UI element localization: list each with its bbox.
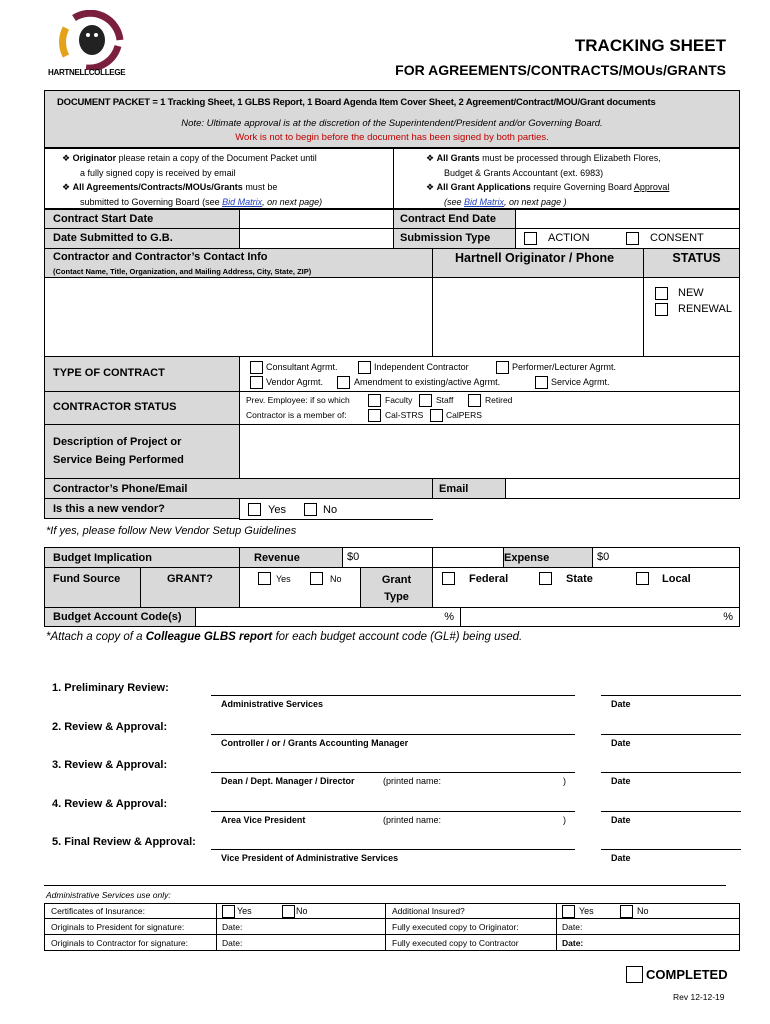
signer-title: Dean / Dept. Manager / Director [221,776,355,786]
new-vendor-options: Yes No [239,498,439,519]
account-codes-label: Budget Account Code(s) [44,607,196,627]
date-line[interactable] [601,772,741,773]
consent-checkbox[interactable] [626,232,639,245]
new-vendor-no-checkbox[interactable] [304,503,317,516]
status-label: STATUS [643,248,740,278]
renewal-checkbox[interactable] [655,303,668,316]
date-line[interactable] [601,849,741,850]
grant-type-options: Federal State Local [432,567,740,608]
review-step-label: 4. Review & Approval: [52,797,168,810]
certificates-yes-checkbox[interactable] [222,905,235,918]
type-of-contract-options: Consultant Agrmt. Independent Contractor Performer/Lecturer Agrmt. Vendor Agrmt. Amendment to existing/active Agrmt. Service Agrmt. [239,356,740,392]
fully-executed-originator-date[interactable]: Date: [556,918,740,935]
calpers-checkbox[interactable] [430,409,443,422]
certificates-options: Yes No [216,903,386,919]
college-name: HARTNELLCOLLEGE [48,68,126,77]
date-line[interactable] [601,734,741,735]
grant-no-checkbox[interactable] [310,572,323,585]
service-agreement-checkbox[interactable] [535,376,548,389]
contractor-status-label: CONTRACTOR STATUS [44,391,240,425]
bid-matrix-link-2[interactable]: Bid Matrix [464,196,505,207]
date-label: Date [611,814,631,825]
certificates-label: Certificates of Insurance: [44,903,217,919]
amendment-checkbox[interactable] [337,376,350,389]
work-warning: Work is not to begin before the document has been signed by both parties. [235,132,549,143]
budget-implication-label: Budget Implication [44,547,240,568]
federal-checkbox[interactable] [442,572,455,585]
budget-spacer [432,547,504,568]
signature-line[interactable] [211,849,575,850]
vendor-note: *If yes, please follow New Vendor Setup Guidelines [46,525,297,537]
staff-checkbox[interactable] [419,394,432,407]
description-input[interactable] [239,424,740,479]
submission-type-label: Submission Type [393,228,516,249]
additional-insured-label: Additional Insured? [385,903,557,919]
document-packet-text: DOCUMENT PACKET = 1 Tracking Sheet, 1 GLBS Report, 1 Board Agenda Item Cover Sheet, 2 Agreement/Contract/MOU/Grant documents [57,97,656,108]
printed-name-close: ) [563,776,566,786]
action-checkbox[interactable] [524,232,537,245]
grant-yes-no: Yes No [239,567,361,608]
contractor-info-header: Contractor and Contractor’s Contact Info (Contact Name, Title, Organization, and Mailing Address, City, State, ZIP) [44,248,433,278]
contractor-status-options: Prev. Employee: if so which Faculty Staff Retired Contractor is a member of: Cal-STRS CalPERS [239,391,740,425]
completed-label: COMPLETED [646,967,728,982]
signature-line[interactable] [211,772,575,773]
review-step-label: 5. Final Review & Approval: [52,836,196,848]
phone-email-label: Contractor’s Phone/Email [44,478,433,499]
panther-logo-icon [44,10,134,70]
date-label: Date [611,776,631,786]
faculty-checkbox[interactable] [368,394,381,407]
calstrs-checkbox[interactable] [368,409,381,422]
fully-executed-contractor-date[interactable]: Date: [556,934,740,951]
signer-title: Administrative Services [221,699,324,709]
signer-title: Controller / or / Grants Accounting Manager [221,737,409,748]
contract-end-input[interactable] [515,209,740,229]
renewal-label: RENEWAL [678,303,732,315]
date-label: Date [611,853,631,863]
retired-checkbox[interactable] [468,394,481,407]
new-vendor-yes-checkbox[interactable] [248,503,261,516]
account-code-1-input[interactable]: % [195,607,461,627]
performer-checkbox[interactable] [496,361,509,374]
independent-contractor-checkbox[interactable] [358,361,371,374]
additional-insured-options: Yes No [556,903,740,919]
glbs-note: *Attach a copy of a Colleague GLBS report for each budget account code (GL#) being used. [46,631,523,643]
contract-end-label: Contract End Date [393,209,516,229]
diamond-bullet-icon: ❖ [62,153,71,163]
completed-checkbox[interactable] [626,966,643,983]
originator-phone-input[interactable] [432,277,644,357]
submission-type-options [515,228,740,249]
originals-contractor-date[interactable]: Date: [216,934,386,951]
bid-matrix-link[interactable]: Bid Matrix [222,196,263,207]
document-packet-box [44,90,740,148]
vendor-agreement-checkbox[interactable] [250,376,263,389]
fully-executed-contractor-label: Fully executed copy to Contractor [385,934,557,951]
admin-use-title: Administrative Services use only: [46,890,171,900]
insured-no-checkbox[interactable] [620,905,633,918]
originals-president-label: Originals to President for signature: [44,918,217,935]
grant-question-label: GRANT? [140,567,240,608]
date-label: Date [611,699,631,709]
review-step-label: 3. Review & Approval: [52,759,168,771]
revision-label: Rev 12-12-19 [673,992,725,1002]
diamond-bullet-icon: ❖ [426,182,435,192]
fully-executed-originator-label: Fully executed copy to Originator: [385,918,557,935]
originals-president-date[interactable]: Date: [216,918,386,935]
certificates-no-checkbox[interactable] [282,905,295,918]
signature-line[interactable] [211,811,575,812]
date-line[interactable] [601,695,741,696]
consultant-checkbox[interactable] [250,361,263,374]
state-checkbox[interactable] [539,572,552,585]
date-submitted-label: Date Submitted to G.B. [44,228,240,249]
insured-yes-checkbox[interactable] [562,905,575,918]
fund-source-label: Fund Source [44,567,141,608]
review-step-label: 2. Review & Approval: [52,720,168,733]
printed-name-label: (printed name: [383,814,442,825]
revenue-amount[interactable]: $0 [342,547,433,568]
consent-label: CONSENT [650,232,704,244]
contractor-info-input[interactable] [44,277,433,357]
new-vendor-label: Is this a new vendor? [44,498,240,519]
expense-label: Expense [503,547,593,568]
action-label: ACTION [548,232,590,244]
expense-amount[interactable]: $0 [592,547,740,568]
bullets-right: ❖ All Grants must be processed through Elizabeth Flores, Budget & Grants Accountant (ext. 6983) ❖ All Grant Applications require Governing Board Approval (see Bid Matrix, on next page ) [426,153,670,207]
date-submitted-input[interactable] [239,228,394,249]
grant-type-label: Grant Type [360,567,433,608]
signature-line[interactable] [211,734,575,735]
grant-yes-checkbox[interactable] [258,572,271,585]
contract-start-label: Contract Start Date [44,209,240,229]
page-subtitle: FOR AGREEMENTS/CONTRACTS/MOUs/GRANTS [395,62,726,78]
signature-line[interactable] [211,695,575,696]
status-options [643,277,740,357]
approval-note: Note: Ultimate approval is at the discretion of the Superintendent/President and/or Governing Board. [181,118,603,129]
signer-title: Area Vice President [221,814,306,825]
local-checkbox[interactable] [636,572,649,585]
new-label: NEW [678,287,704,299]
bullets-left: ❖ Originator please retain a copy of the Document Packet until a fully signed copy is received by email ❖ All Agreements/Contracts/MOUs/Grants must be submitted to Governing Board (see Bid Matrix, on next page) [62,153,323,207]
page-title: TRACKING SHEET [574,36,726,55]
signer-title: Vice President of Administrative Services [221,853,399,863]
description-label: Description of Project or Service Being Performed [44,424,240,479]
originals-contractor-label: Originals to Contractor for signature: [44,934,217,951]
originator-phone-label: Hartnell Originator / Phone [432,248,644,278]
type-of-contract-label: TYPE OF CONTRACT [44,356,240,392]
account-code-2-input[interactable]: % [460,607,740,627]
date-label: Date [611,737,631,748]
diamond-bullet-icon: ❖ [62,182,71,192]
revenue-label: Revenue [239,547,343,568]
date-line[interactable] [601,811,741,812]
college-logo [44,10,134,80]
email-input[interactable] [505,478,740,499]
contract-start-input[interactable] [239,209,394,229]
printed-name-label: (printed name: [383,776,442,786]
email-label: Email [432,478,506,499]
review-step-label: 1. Preliminary Review: [52,682,169,694]
printed-name-close: ) [563,814,566,825]
new-checkbox[interactable] [655,287,668,300]
diamond-bullet-icon: ❖ [426,153,435,163]
